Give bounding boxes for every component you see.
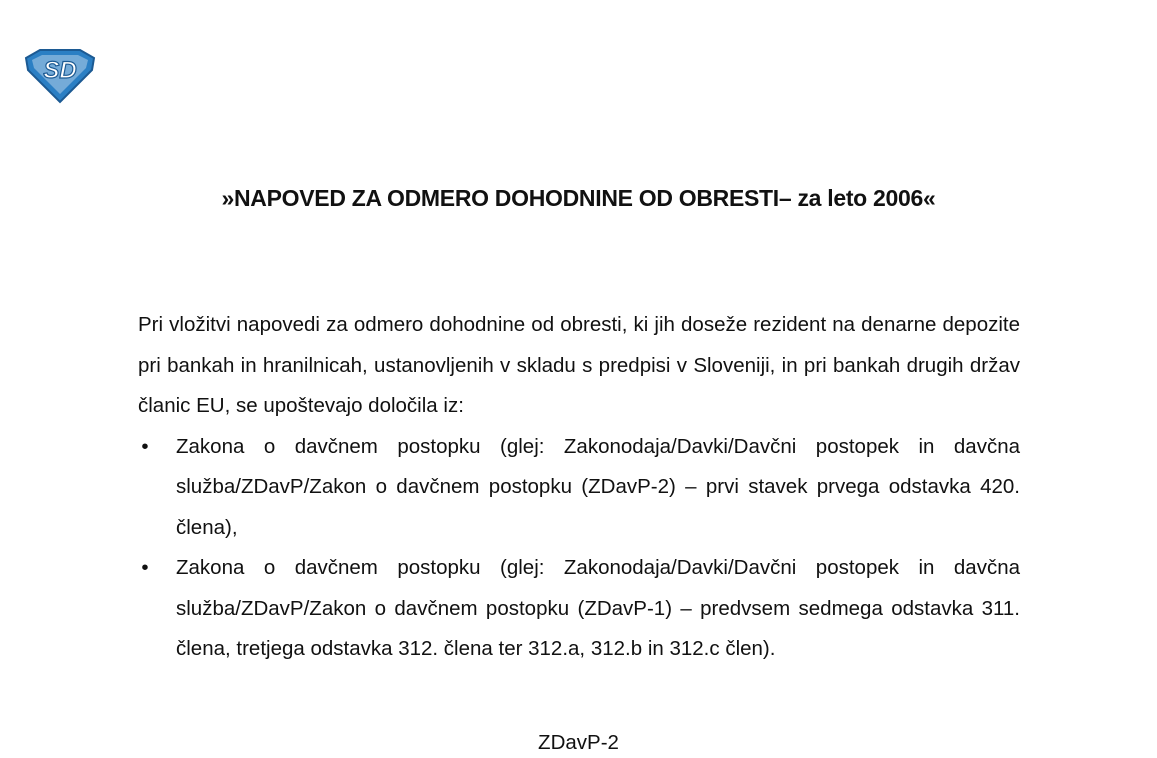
- bullet-icon: •: [141, 434, 149, 458]
- logo-text: SD: [43, 57, 77, 84]
- next-section-heading: ZDavP-2: [538, 731, 619, 754]
- reference-text: Zakona o davčnem postopku (glej: Zakonodaja/Davki/Davčni postopek in davčna služba/ZDavP/Zakon o davčnem postopku (ZDavP-2) – prvi stavek prvega odstavka 420. člena),: [176, 434, 1020, 539]
- document-title: »NAPOVED ZA ODMERO DOHODNINE OD OBRESTI– za leto 2006«: [221, 185, 936, 211]
- reference-item: [138, 548, 1020, 670]
- sd-logo: [22, 48, 98, 104]
- sd-shield-icon: [22, 48, 98, 104]
- reference-list: [138, 427, 1020, 670]
- document-body: [138, 305, 1020, 670]
- reference-item: [138, 427, 1020, 549]
- bullet-icon: •: [141, 556, 149, 579]
- intro-paragraph: Pri vložitvi napovedi za odmero dohodnine od obresti, ki jih doseže rezident na denarne depozite pri bankah in hranilnicah, ustanovljenih v skladu s predpisi v Sloveniji, in pri bankah drugih držav članic EU, se upoštevajo določila iz:: [138, 313, 1020, 417]
- reference-text: Zakona o davčnem postopku (glej: Zakonodaja/Davki/Davčni postopek in davčna služba/ZDavP/Zakon o davčnem postopku (ZDavP-1) – predvsem sedmega odstavka 311. člena, tretjega odstavka 312. člena ter 312.a, 312.b in 312.c člen).: [176, 556, 1020, 660]
